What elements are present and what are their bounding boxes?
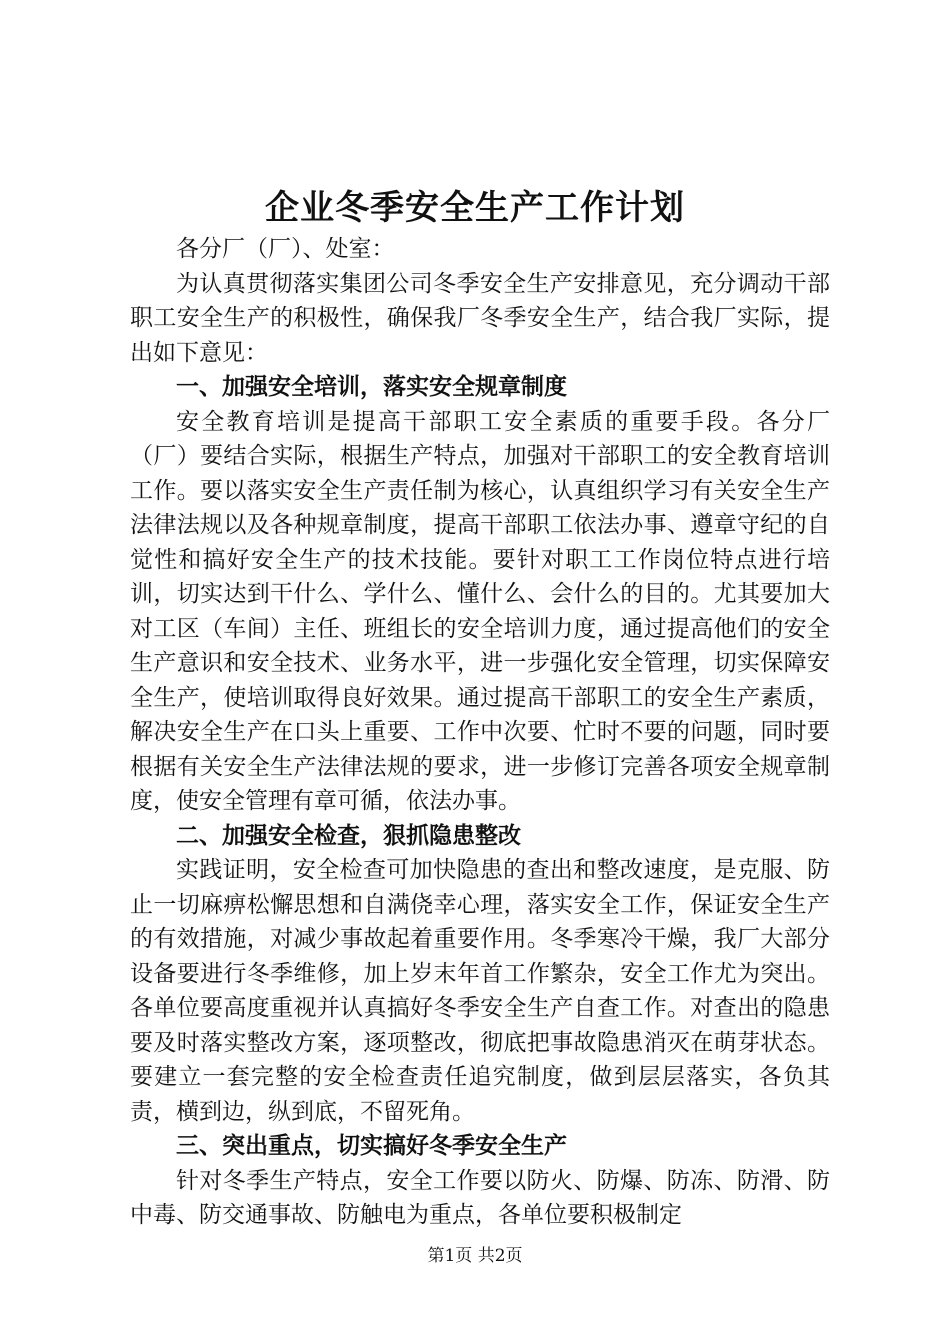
section-paragraph-3: 针对冬季生产特点，安全工作要以防火、防爆、防冻、防滑、防中毒、防交通事故、防触电为重点，各单位要积极制定 [130, 1167, 830, 1228]
section-heading-2: 二、加强安全检查，狠抓隐患整改 [176, 822, 521, 849]
section-paragraph-1: 安全教育培训是提高干部职工安全素质的重要手段。各分厂（厂）要结合实际，根据生产特点，加强对干部职工的安全教育培训工作。要以落实安全生产责任制为核心，认真组织学习有关安全生产法律法规以及各种规章制度，提高干部职工依法办事、遵章守纪的自觉性和搞好安全生产的技术技能。要针对职工工作岗位特点进行培训，切实达到干什么、学什么、懂什么、会什么的目的。尤其要加大对工区（车间）主任、班组长的安全培训力度，通过提高他们的安全生产意识和安全技术、业务水平，进一步强化安全管理，切实保障安全生产，使培训取得良好效果。通过提高干部职工的安全生产素质，解决安全生产在口头上重要、工作中次要、忙时不要的问题，同时要根据有关安全生产法律法规的要求，进一步修订完善各项安全规章制度，使安全管理有章可循，依法办事。 [130, 408, 830, 814]
salutation: 各分厂（厂）、处室： [176, 236, 395, 262]
intro-paragraph: 为认真贯彻落实集团公司冬季安全生产安排意见，充分调动干部职工安全生产的积极性，确保我厂冬季安全生产，结合我厂实际，提出如下意见： [130, 270, 830, 366]
document-title: 企业冬季安全生产工作计划 [265, 188, 685, 228]
section-paragraph-2: 实践证明，安全检查可加快隐患的查出和整改速度，是克服、防止一切麻痹松懈思想和自满侥幸心理，落实安全工作，保证安全生产的有效措施，对减少事故起着重要作用。冬季寒冷干燥，我厂大部分设备要进行冬季维修，加上岁末年首工作繁杂，安全工作尤为突出。各单位要高度重视并认真搞好冬季安全生产自查工作。对查出的隐患要及时落实整改方案，逐项整改，彻底把事故隐患消灭在萌芽状态。要建立一套完整的安全检查责任追究制度，做到层层落实，各负其责，横到边，纵到底，不留死角。 [130, 857, 830, 1125]
section-heading-1: 一、加强安全培训，落实安全规章制度 [176, 374, 567, 400]
document-body [130, 232, 830, 1233]
section-heading-3: 三、突出重点，切实搞好冬季安全生产 [176, 1133, 567, 1159]
page-number-footer: 第1页 共2页 [427, 1246, 523, 1266]
